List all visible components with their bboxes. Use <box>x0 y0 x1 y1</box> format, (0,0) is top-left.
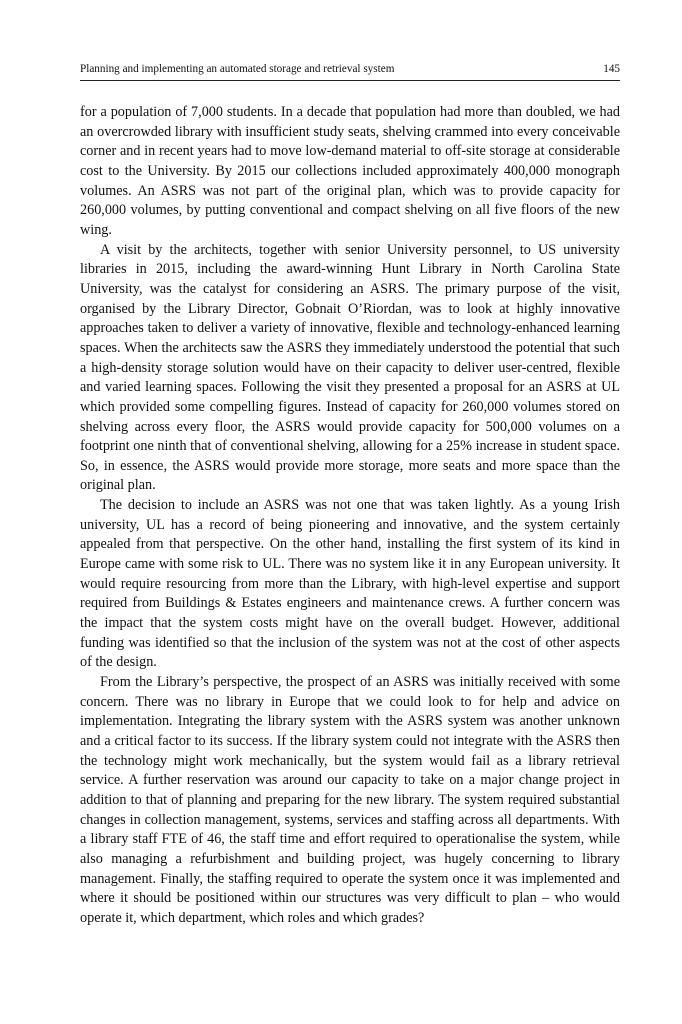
paragraph-architects-visit: A visit by the architects, together with senior University personnel, to US university libraries in 2015, including the award-winning Hunt Library in North Carolina State University, was the catalyst for considering an ASRS. The primary purpose of the visit, organised by the Library Director, Gobnait O’Riordan, was to look at highly innovative approaches taken to deliver a variety of innovative, flexible and technology-enhanced learning spaces. When the architects saw the ASRS they immediately understood the potential that such a high-density storage solution would have on their capacity to deliver user-centred, flexible and varied learning spaces. Following the visit they presented a proposal for an ASRS at UL which provided some compelling figures. Instead of capacity for 260,000 volumes stored on shelving across every floor, the ASRS would provide capacity for 500,000 volumes on a footprint one ninth that of conventional shelving, allowing for a 25% increase in student space. So, in essence, the ASRS would provide more storage, more seats and more space than the original plan. <box>80 241 620 494</box>
running-header <box>80 62 620 81</box>
body-text <box>80 103 620 929</box>
paragraph-continued: for a population of 7,000 students. In a decade that population had more than doubled, we had an overcrowded library with insufficient study seats, shelving crammed into every conceivable corner and in recent years had to move low-demand material to off-site storage at considerable cost to the University. By 2015 our collections included approximately 400,000 monograph volumes. An ASRS was not part of the original plan, which was to provide capacity for 260,000 volumes, by putting conventional and compact shelving on all five floors of the new wing. <box>80 104 620 238</box>
paragraph-library-perspective: From the Library’s perspective, the prospect of an ASRS was initially received with some concern. There was no library in Europe that we could look to for help and advice on implementation. Integrating the library system with the ASRS system was another unknown and a critical factor to its success. If the library system could not integrate with the ASRS then the technology might work mechanically, but the system would fail as a library retrieval service. A further reservation was around our capacity to take on a major change project in addition to that of planning and preparing for the new library. The system required substantial changes in collection management, systems, services and staffing across all departments. With a library staff FTE of 46, the staff time and effort required to operationalise the system, while also managing a refurbishment and building project, was hugely concerning to library management. Finally, the staffing required to operate the system once it was implemented and where it should be positioned within our structures was very difficult to plan – who would operate it, which department, which roles and which grades? <box>80 674 620 926</box>
running-title: Planning and implementing an automated storage and retrieval system <box>80 63 395 75</box>
book-page <box>80 62 620 929</box>
paragraph-decision: The decision to include an ASRS was not one that was taken lightly. As a young Irish university, UL has a record of being pioneering and innovative, and the system certainly appealed from that perspective. On the other hand, installing the first system of its kind in Europe came with some risk to UL. There was no system like it in any European university. It would require resourcing from more than the Library, with high-level expertise and support required from Buildings & Estates engineers and maintenance crews. A further concern was the impact that the system costs might have on the overall budget. However, additional funding was identified so that the inclusion of the system was not at the cost of other aspects of the design. <box>80 497 620 671</box>
page-number: 145 <box>603 63 620 75</box>
